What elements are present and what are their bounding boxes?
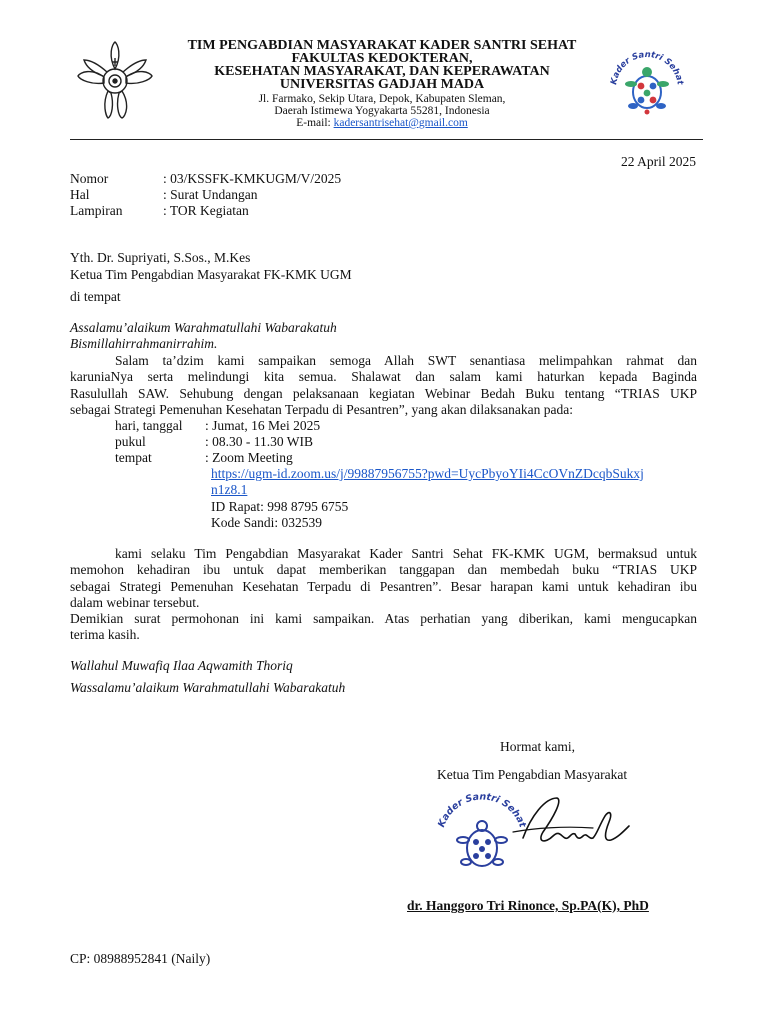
handwritten-signature [505, 792, 635, 862]
meta-nomor-label: Nomor [70, 171, 109, 186]
logo-arc-text: Kader Santri Sehat [609, 49, 685, 86]
email-line [172, 117, 592, 130]
schedule-day-label: hari, tanggal [115, 418, 183, 433]
letterhead-divider [70, 139, 703, 140]
meta-lampiran-value: : TOR Kegiatan [163, 203, 249, 218]
email-link[interactable]: kadersantrisehat@gmail.com [333, 117, 468, 129]
para3-line2: terima kasih. [70, 627, 140, 642]
org-name: TIM PENGABDIAN MASYARAKAT KADER SANTRI SEHAT [187, 38, 577, 53]
address-line-1: Jl. Farmako, Sekip Utara, Depok, Kabupaten Sleman, [258, 93, 506, 105]
para1-line1: Salam ta’dzim kami sampaikan semoga Allah SWT senantiasa melimpahkan rahmat dan [115, 353, 697, 368]
ugm-logo [72, 38, 158, 124]
faculty-name: FAKULTAS KEDOKTERAN, [291, 51, 473, 66]
recipient-place: di tempat [70, 289, 121, 304]
sign-position: Ketua Tim Pengabdian Masyarakat [437, 767, 628, 782]
meeting-id: ID Rapat: 998 8795 6755 [211, 499, 349, 514]
letter-date: 22 April 2025 [620, 154, 696, 169]
university-name: UNIVERSITAS GADJAH MADA [279, 77, 485, 92]
closing-wallahul: Wallahul Muwafiq Ilaa Aqwamith Thoriq [70, 658, 293, 673]
schedule-time-value: : 08.30 - 11.30 WIB [205, 434, 313, 449]
para2-line2: memohon kehadiran ibu untuk dapat memberikan tanggapan dan membedah buku “TRIAS UKP [70, 562, 697, 577]
recipient-name: Yth. Dr. Supriyati, S.Sos., M.Kes [70, 250, 251, 265]
signatory-name: dr. Hanggoro Tri Rinonce, Sp.PA(K), PhD [407, 898, 649, 913]
para1-line4: sebagai Strategi Pemenuhan Kesehatan Terpadu di Pesantren”, yang akan dilaksanakan pada: [70, 402, 574, 417]
para2-line4: dalam webinar tersebut. [70, 595, 200, 610]
meeting-passcode: Kode Sandi: 032539 [211, 515, 322, 530]
greeting-salam: Assalamu’alaikum Warahmatullahi Wabarakatuh [70, 320, 337, 335]
para2-line3: sebagai Strategi Pemenuhan Kesehatan Terpadu di Pesantren”. Besar harapan kami untuk kehadiran ibu [70, 579, 697, 594]
meta-lampiran-label: Lampiran [70, 203, 123, 218]
kader-santri-sehat-logo [604, 40, 690, 126]
schedule-time-label: pukul [115, 434, 146, 449]
meta-hal-label: Hal [70, 187, 90, 202]
zoom-link-line2[interactable]: n1z8.1 [211, 482, 248, 497]
email-label: E-mail: [296, 117, 334, 129]
para3-line1: Demikian surat permohonan ini kami sampaikan. Atas perhatian yang diberikan, kami mengucapkan [70, 611, 697, 626]
para2-line1: kami selaku Tim Pengabdian Masyarakat Kader Santri Sehat FK-KMK UGM, bermaksud untuk [115, 546, 697, 561]
sign-regards: Hormat kami, [500, 739, 575, 754]
recipient-title: Ketua Tim Pengabdian Masyarakat FK-KMK UGM [70, 267, 352, 282]
meta-nomor-value: : 03/KSSFK-KMKUGM/V/2025 [163, 171, 342, 186]
para1-line3: Rasulullah SAW. Sehubung dengan pelaksanaan kegiatan Webinar Bedah Buku tentang “TRIAS UKP [70, 386, 697, 401]
stamp-text: Kader Santri Sehat [436, 791, 528, 830]
schedule-day-value: : Jumat, 16 Mei 2025 [205, 418, 321, 433]
closing-salam: Wassalamu’alaikum Warahmatullahi Wabarakatuh [70, 680, 346, 695]
zoom-link-line1[interactable]: https://ugm-id.zoom.us/j/99887956755?pwd=UycPbyoYIi4CcOVnZDcqbSukxj [211, 466, 644, 481]
para1-line2: karuniaNya serta melindungi kita semua. Shalawat dan salam kami haturkan kepada Baginda [70, 369, 697, 384]
greeting-basmalah: Bismillahirrahmanirrahim. [70, 336, 218, 351]
schedule-place-value: : Zoom Meeting [205, 450, 293, 465]
schedule-place-label: tempat [115, 450, 152, 465]
faculty-name-cont: KESEHATAN MASYARAKAT, DAN KEPERAWATAN [214, 64, 550, 79]
meta-hal-value: : Surat Undangan [163, 187, 258, 202]
address-line-2: Daerah Istimewa Yogyakarta 55281, Indonesia [274, 105, 490, 117]
contact-person: CP: 08988952841 (Naily) [70, 951, 211, 966]
